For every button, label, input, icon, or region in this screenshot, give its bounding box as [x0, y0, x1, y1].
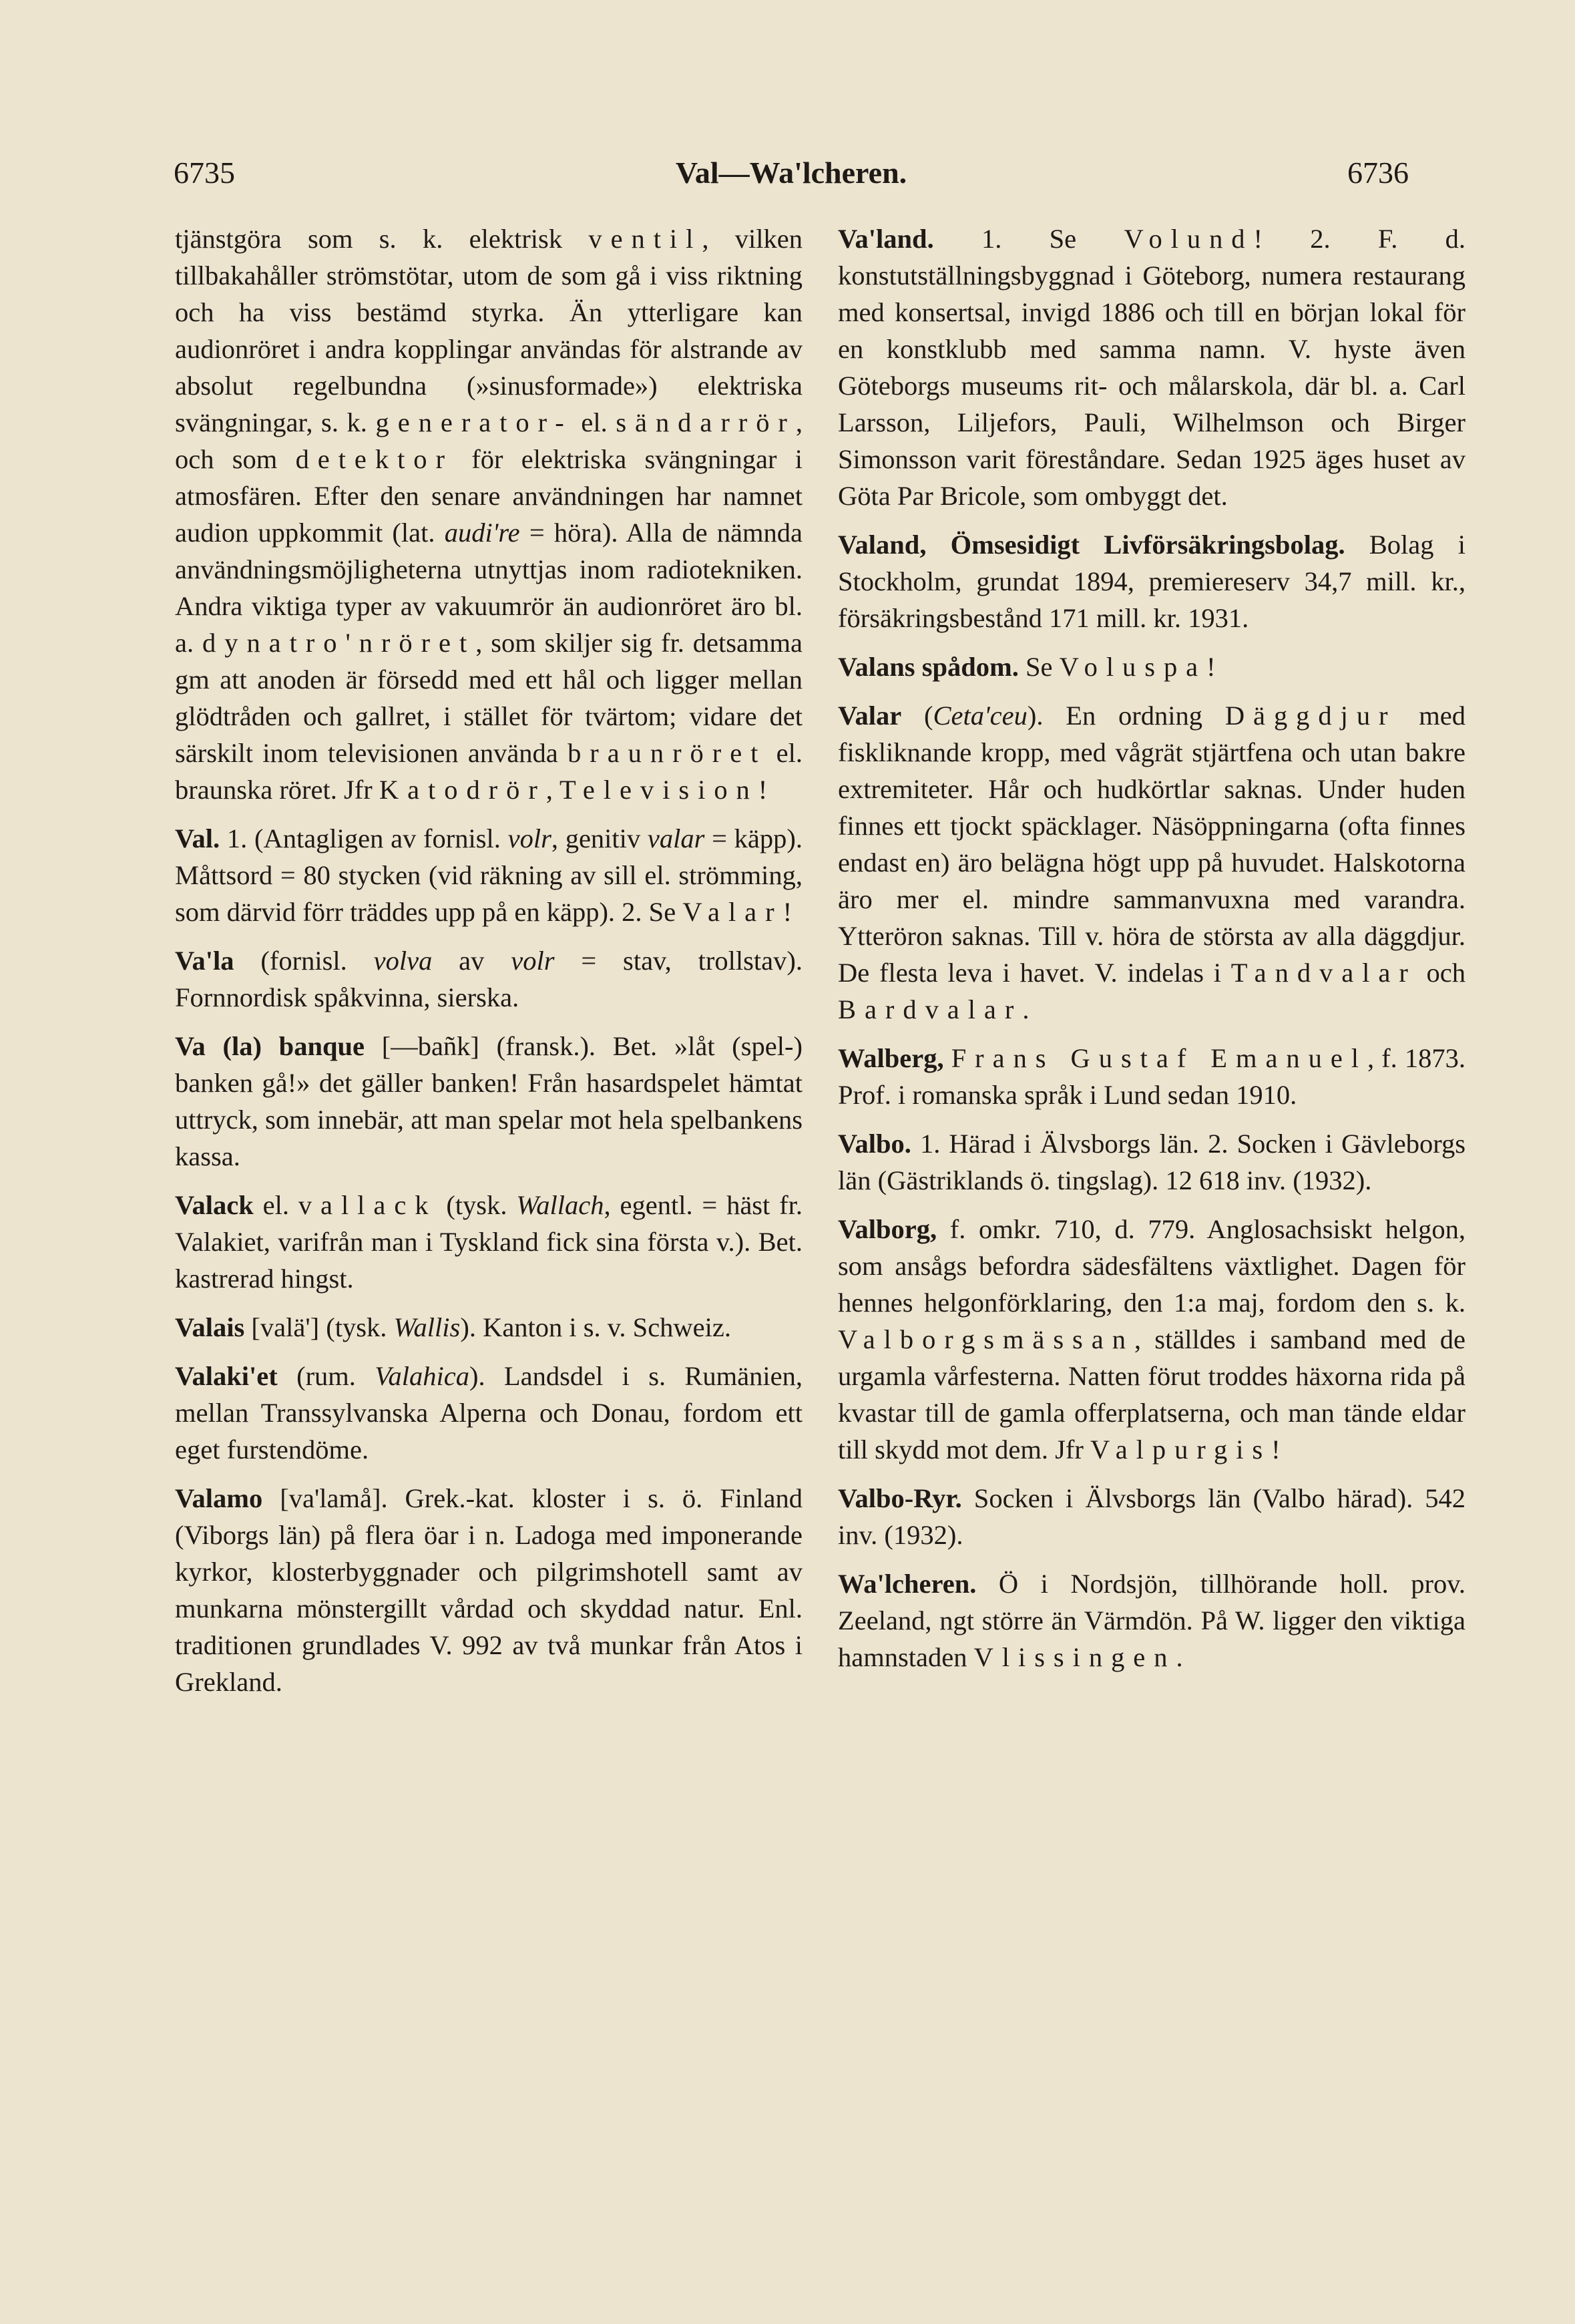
dictionary-entry: [838, 697, 1466, 1028]
dictionary-entry: [175, 1480, 803, 1700]
entry-text: Voluspa: [1059, 652, 1207, 682]
right-column: [838, 220, 1466, 1688]
entry-text: .: [1022, 994, 1030, 1024]
entry-text: volva: [373, 946, 433, 976]
entry-text: Valahica: [375, 1361, 469, 1391]
entry-text: , egentl. = häst fr. Valakiet, varifrån man i Tyskland fick sina första v.). Bet. kastrerad hingst.: [175, 1190, 803, 1294]
entry-headword: Va'land.: [838, 224, 934, 254]
dictionary-entry: [175, 220, 803, 808]
dictionary-entry: [175, 1309, 803, 1346]
dictionary-entry: [838, 1565, 1466, 1676]
entry-text: Frans Gustaf Emanuel: [951, 1043, 1367, 1073]
page-title: Val—Wa'lcheren.: [675, 156, 907, 190]
entry-text: = käpp). Måttsord = 80 stycken (vid räkning av sill el. strömming, som därvid förr träddes upp på en käpp). 2. Se: [175, 823, 803, 927]
entry-text: Se: [1018, 652, 1060, 682]
entry-text: Wallach: [516, 1190, 604, 1220]
entry-text: Ö i Nordsjön, tillhörande holl. prov. Zeeland, ngt större än Värmdön. På W. ligger den viktiga hamnstaden: [838, 1569, 1466, 1672]
dictionary-entry: [838, 1211, 1466, 1468]
entry-text: 1. Se: [933, 224, 1124, 254]
dictionary-entry: [838, 648, 1466, 685]
entry-headword: Valack: [175, 1190, 254, 1220]
entry-text: !: [782, 897, 793, 927]
entry-text: , f. 1873. Prof. i romanska språk i Lund sedan 1910.: [838, 1043, 1466, 1110]
entry-text: Ceta'ceu: [933, 701, 1028, 731]
entry-text: ). Landsdel i s. Rumänien, mellan Transsylvanska Alperna och Donau, fordom ett eget furstendöme.: [175, 1361, 803, 1465]
running-header: [174, 155, 1409, 202]
dictionary-entry: [175, 820, 803, 930]
entry-text: (fornisl.: [234, 946, 374, 976]
entry-text: , och som: [175, 407, 803, 474]
dictionary-entry: [838, 220, 1466, 514]
entry-headword: Valaki'et: [175, 1361, 278, 1391]
entry-text: Volund: [1124, 224, 1254, 254]
entry-headword: Valbo-Ryr.: [838, 1483, 962, 1513]
entry-text: Bolag i Stockholm, grundat 1894, premiereserv 34,7 mill. kr., försäkringsbestånd 171 mill. kr. 1931.: [838, 530, 1466, 633]
dictionary-entry: [175, 1358, 803, 1468]
entry-text: !: [1206, 652, 1216, 682]
entry-headword: Wa'lcheren.: [838, 1569, 977, 1599]
entry-text: , vilken tillbakahåller strömstötar, utom de som gå i viss riktning och ha viss bestämd styrka. Än ytterligare kan audionröret i andra kopplingar användas för alstrande av absolut regelbundna (»sinusformade») elektriska svängningar, s. k.: [175, 224, 803, 437]
entry-text: av: [432, 946, 511, 976]
page-number-right: 6736: [1347, 156, 1409, 190]
entry-text: Tandvalar: [1230, 958, 1417, 988]
entry-headword: Valans spådom.: [838, 652, 1019, 682]
entry-text: för elektriska svängningar i atmosfären. Efter den senare användningen har namnet audion uppkommit (lat.: [175, 444, 803, 548]
entry-text: tjänstgöra som s. k. elektrisk: [175, 224, 589, 254]
entry-text: [valä'] (tysk.: [244, 1312, 394, 1342]
dictionary-entry: [838, 1480, 1466, 1553]
dictionary-entry: [838, 1125, 1466, 1199]
entry-text: generator-: [375, 407, 573, 437]
entry-text: volr: [507, 823, 551, 853]
entry-text: ! 2. F. d. konstutställningsbyggnad i Göteborg, numera restaurang med konsertsal, invigd 1886 och till en början lokal för en konstklubb med samma namn. V. hyste även Göteborgs museums rit- och målarskola, där bl. a. Carl Larsson, Liljefors, Pauli, Wilhelmson och Birger Simonsson varit föreståndare. Sedan 1925 äges huset av Göta Par Bricole, som ombyggt det.: [838, 224, 1466, 511]
entry-text: ). Kanton i s. v. Schweiz.: [460, 1312, 732, 1342]
entry-text: , genitiv: [551, 823, 648, 853]
left-column: [175, 220, 803, 1712]
entry-text: , som skiljer sig fr. detsamma gm att anoden är försedd med ett hål och ligger mellan glödtråden och gallret, i stället för tvärtom; vidare det särskilt inom televisionen använda: [175, 628, 803, 768]
entry-text: ,: [545, 775, 560, 805]
entry-text: ). En ordning: [1027, 701, 1225, 731]
entry-text: [va'lamå]. Grek.-kat. kloster i s. ö. Finland (Viborgs län) på flera öar i n. Ladoga med imponerande kyrkor, klosterbyggnader och pilgrimshotell samt av munkarna mönstergillt vårdad och skyddad natur. Enl. traditionen grundlades V. 992 av två munkar från Atos i Grekland.: [175, 1483, 803, 1697]
entry-headword: Valar: [838, 701, 902, 731]
entry-text: Katodrör: [379, 775, 546, 805]
entry-text: Valar: [682, 897, 783, 927]
entry-text: Socken i Älvsborgs län (Valbo härad). 542 inv. (1932).: [838, 1483, 1466, 1550]
entry-text: sändarrör: [616, 407, 796, 437]
dictionary-entry: [838, 526, 1466, 636]
entry-text: Wallis: [393, 1312, 461, 1342]
entry-headword: Valamo: [175, 1483, 263, 1513]
entry-headword: Va'la: [175, 946, 234, 976]
entry-text: (tysk.: [437, 1190, 517, 1220]
entry-text: = stav, trollstav). Fornnordisk spåkvinna, sierska.: [175, 946, 803, 1012]
entry-headword: Valbo.: [838, 1129, 911, 1159]
entry-text: (: [901, 701, 933, 731]
entry-text: !: [758, 775, 768, 805]
entry-text: dynatro'nröret: [202, 628, 476, 658]
page-number-left: 6735: [174, 156, 235, 190]
entry-text: !: [1271, 1434, 1281, 1465]
entry-text: audi're: [444, 518, 520, 548]
entry-text: Bardvalar: [838, 994, 1023, 1024]
entry-text: Vlissingen: [973, 1642, 1176, 1672]
entry-text: med fiskliknande kropp, med vågrät stjärtfena och utan bakre extremiteter. Hår och hudkörtlar saknas. Under huden finnes ett tjockt späcklager. Näsöppningarna (ofta finnes endast en) äro belägna högt upp på huvudet. Halskotorna äro mer el. mindre sammanvuxna med varandra. Ytteröron saknas. Till v. höra de största av alla däggdjur. De flesta leva i havet. V. indelas i: [838, 701, 1466, 988]
entry-text: 1. Härad i Älvsborgs län. 2. Socken i Gävleborgs län (Gästriklands ö. tingslag). 12 618 inv. (1932).: [838, 1129, 1466, 1195]
entry-text: volr: [511, 946, 555, 976]
entry-text: 1. (Antagligen av fornisl.: [220, 823, 508, 853]
entry-text: valar: [647, 823, 705, 853]
entry-text: och: [1416, 958, 1466, 988]
dictionary-entry: [175, 942, 803, 1016]
entry-text: Valpurgis: [1090, 1434, 1272, 1465]
entry-text: [—bañk] (fransk.). Bet. »låt (spel-) banken gå!» det gäller banken! Från hasardspelet hämtat uttryck, som innebär, att man spelar mot hela spelbankens kassa.: [175, 1031, 803, 1171]
entry-headword: Walberg,: [838, 1043, 951, 1073]
entry-text: braunröret: [568, 738, 767, 768]
entry-headword: Valais: [175, 1312, 245, 1342]
entry-text: el.: [572, 407, 616, 437]
entry-text: , ställdes i samband med de urgamla vårfesterna. Natten förut troddes häxorna rida på kvastar till de gamla offerplatserna, och man tände eldar till skydd mot dem. Jfr: [838, 1324, 1466, 1465]
entry-text: Valborgsmässan: [838, 1324, 1134, 1354]
entry-headword: Val.: [175, 823, 220, 853]
entry-text: .: [1176, 1642, 1183, 1672]
entry-text: detektor: [295, 444, 453, 474]
dictionary-entry: [175, 1028, 803, 1175]
entry-text: vallack: [298, 1190, 437, 1220]
entry-text: Television: [559, 775, 758, 805]
entry-text: f. omkr. 710, d. 779. Anglosachsiskt helgon, som ansågs befordra sädesfältens växtlighet. Dagen för hennes helgonförklaring, den 1:a maj, fordom den s. k.: [838, 1214, 1466, 1318]
dictionary-entry: [838, 1040, 1466, 1113]
entry-text: = höra). Alla de nämnda användningsmöjligheterna utnyttjas inom radiotekniken. Andra viktiga typer av vakuumrör än audionröret äro bl. a.: [175, 518, 803, 658]
entry-headword: Va (la) banque: [175, 1031, 365, 1061]
entry-text: ventil: [588, 224, 702, 254]
entry-text: (rum.: [277, 1361, 375, 1391]
dictionary-entry: [175, 1187, 803, 1297]
entry-text: el.: [253, 1190, 298, 1220]
entry-text: Däggdjur: [1224, 701, 1397, 731]
entry-headword: Valborg,: [838, 1214, 937, 1244]
entry-text: el. braunska röret. Jfr: [175, 738, 803, 805]
entry-headword: Valand, Ömsesidigt Livförsäkringsbolag.: [838, 530, 1345, 560]
